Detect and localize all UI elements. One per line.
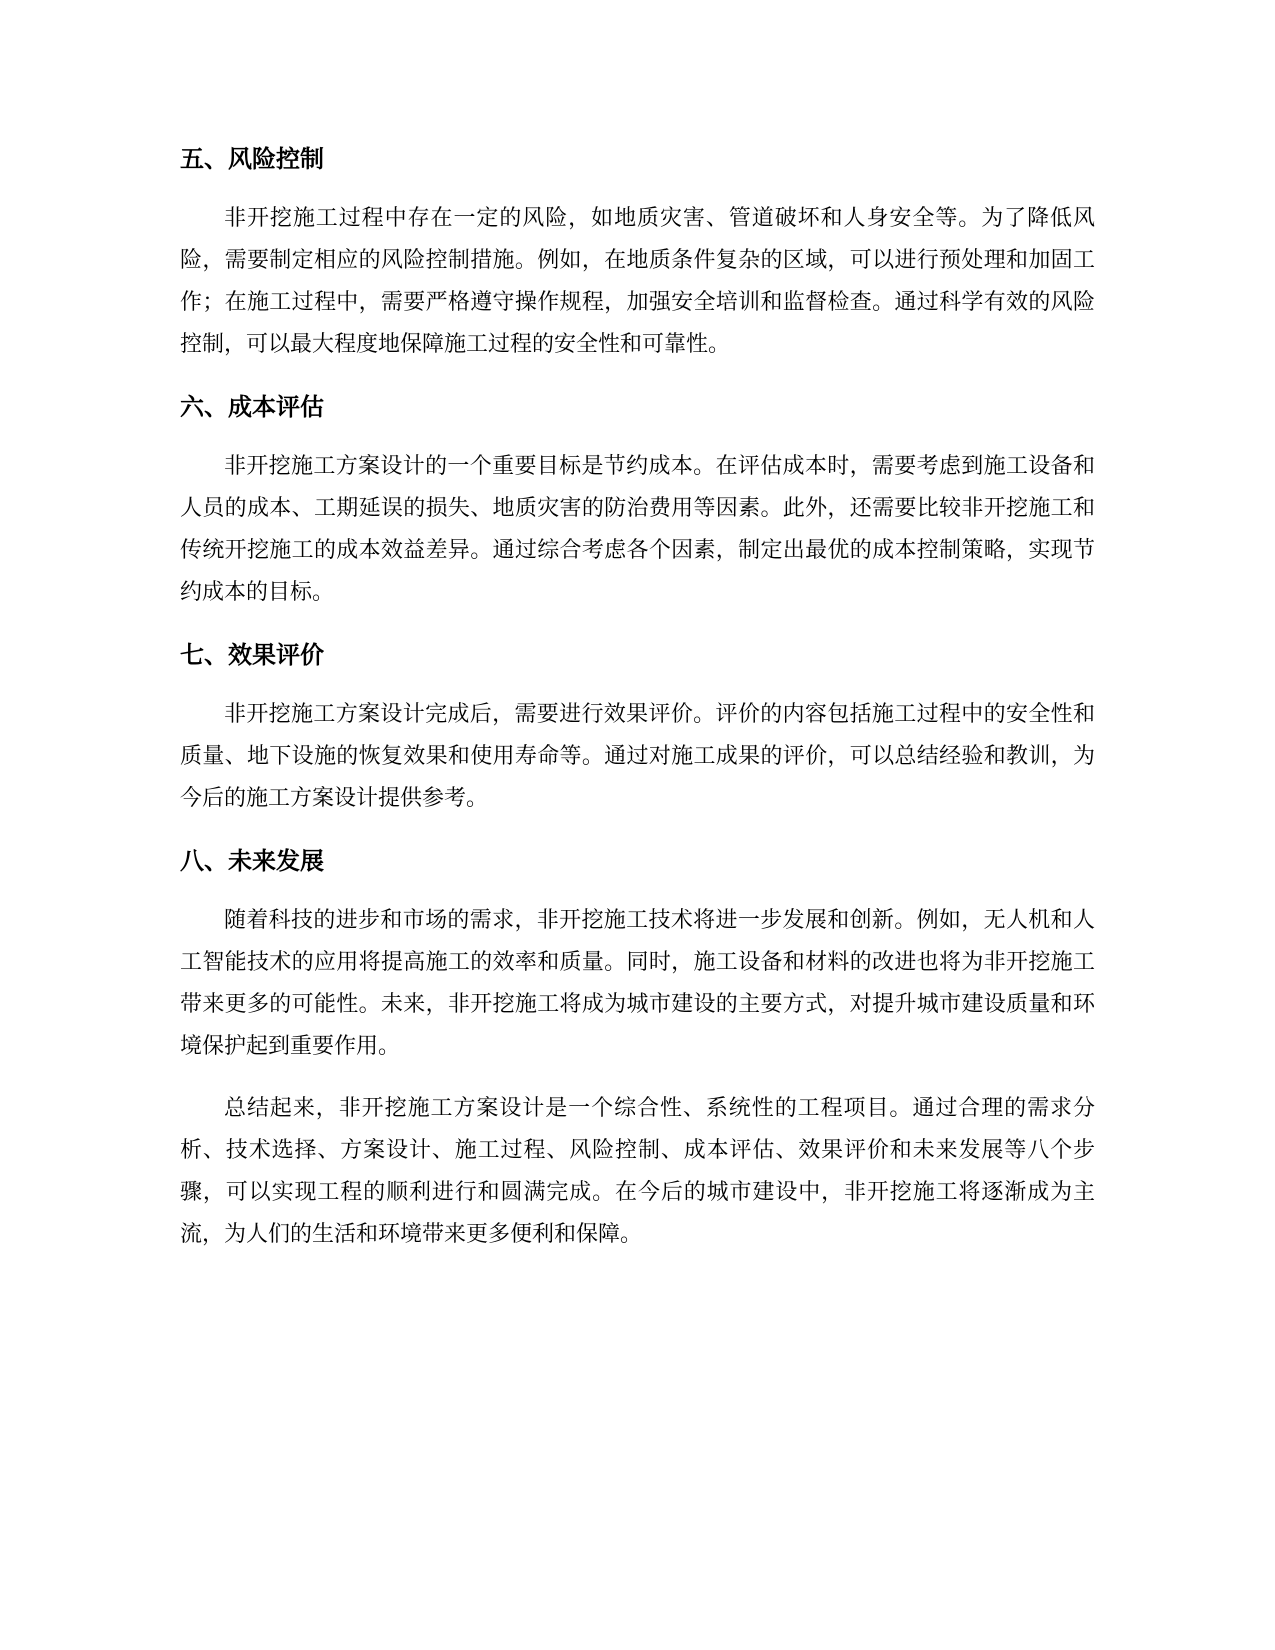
paragraph: 非开挖施工方案设计完成后，需要进行效果评价。评价的内容包括施工过程中的安全性和质量、地下设施的恢复效果和使用寿命等。通过对施工成果的评价，可以总结经验和教训，为今后的施工方案设计提供参考。	[180, 702, 1095, 811]
section-effect-evaluation	[180, 634, 1095, 820]
section-heading: 五、风险控制	[180, 145, 324, 173]
section-future-development	[180, 840, 1095, 1256]
paragraph: 非开挖施工过程中存在一定的风险，如地质灾害、管道破坏和人身安全等。为了降低风险，需要制定相应的风险控制措施。例如，在地质条件复杂的区域，可以进行预处理和加固工作；在施工过程中，需要严格遵守操作规程，加强安全培训和监督检查。通过科学有效的风险控制，可以最大程度地保障施工过程的安全性和可靠性。	[180, 206, 1095, 357]
paragraph: 非开挖施工方案设计的一个重要目标是节约成本。在评估成本时，需要考虑到施工设备和人员的成本、工期延误的损失、地质灾害的防治费用等因素。此外，还需要比较非开挖施工和传统开挖施工的成本效益差异。通过综合考虑各个因素，制定出最优的成本控制策略，实现节约成本的目标。	[180, 454, 1095, 605]
summary-paragraph: 总结起来，非开挖施工方案设计是一个综合性、系统性的工程项目。通过合理的需求分析、技术选择、方案设计、施工过程、风险控制、成本评估、效果评价和未来发展等八个步骤，可以实现工程的顺利进行和圆满完成。在今后的城市建设中，非开挖施工将逐渐成为主流，为人们的生活和环境带来更多便利和保障。	[180, 1096, 1095, 1247]
paragraph: 随着科技的进步和市场的需求，非开挖施工技术将进一步发展和创新。例如，无人机和人工智能技术的应用将提高施工的效率和质量。同时，施工设备和材料的改进也将为非开挖施工带来更多的可能性。未来，非开挖施工将成为城市建设的主要方式，对提升城市建设质量和环境保护起到重要作用。	[180, 908, 1095, 1059]
section-risk-control	[180, 138, 1095, 366]
section-cost-evaluation	[180, 386, 1095, 614]
section-heading: 六、成本评估	[180, 393, 324, 421]
section-heading: 七、效果评价	[180, 641, 324, 669]
section-heading: 八、未来发展	[180, 847, 324, 875]
document-page	[180, 138, 1095, 1256]
